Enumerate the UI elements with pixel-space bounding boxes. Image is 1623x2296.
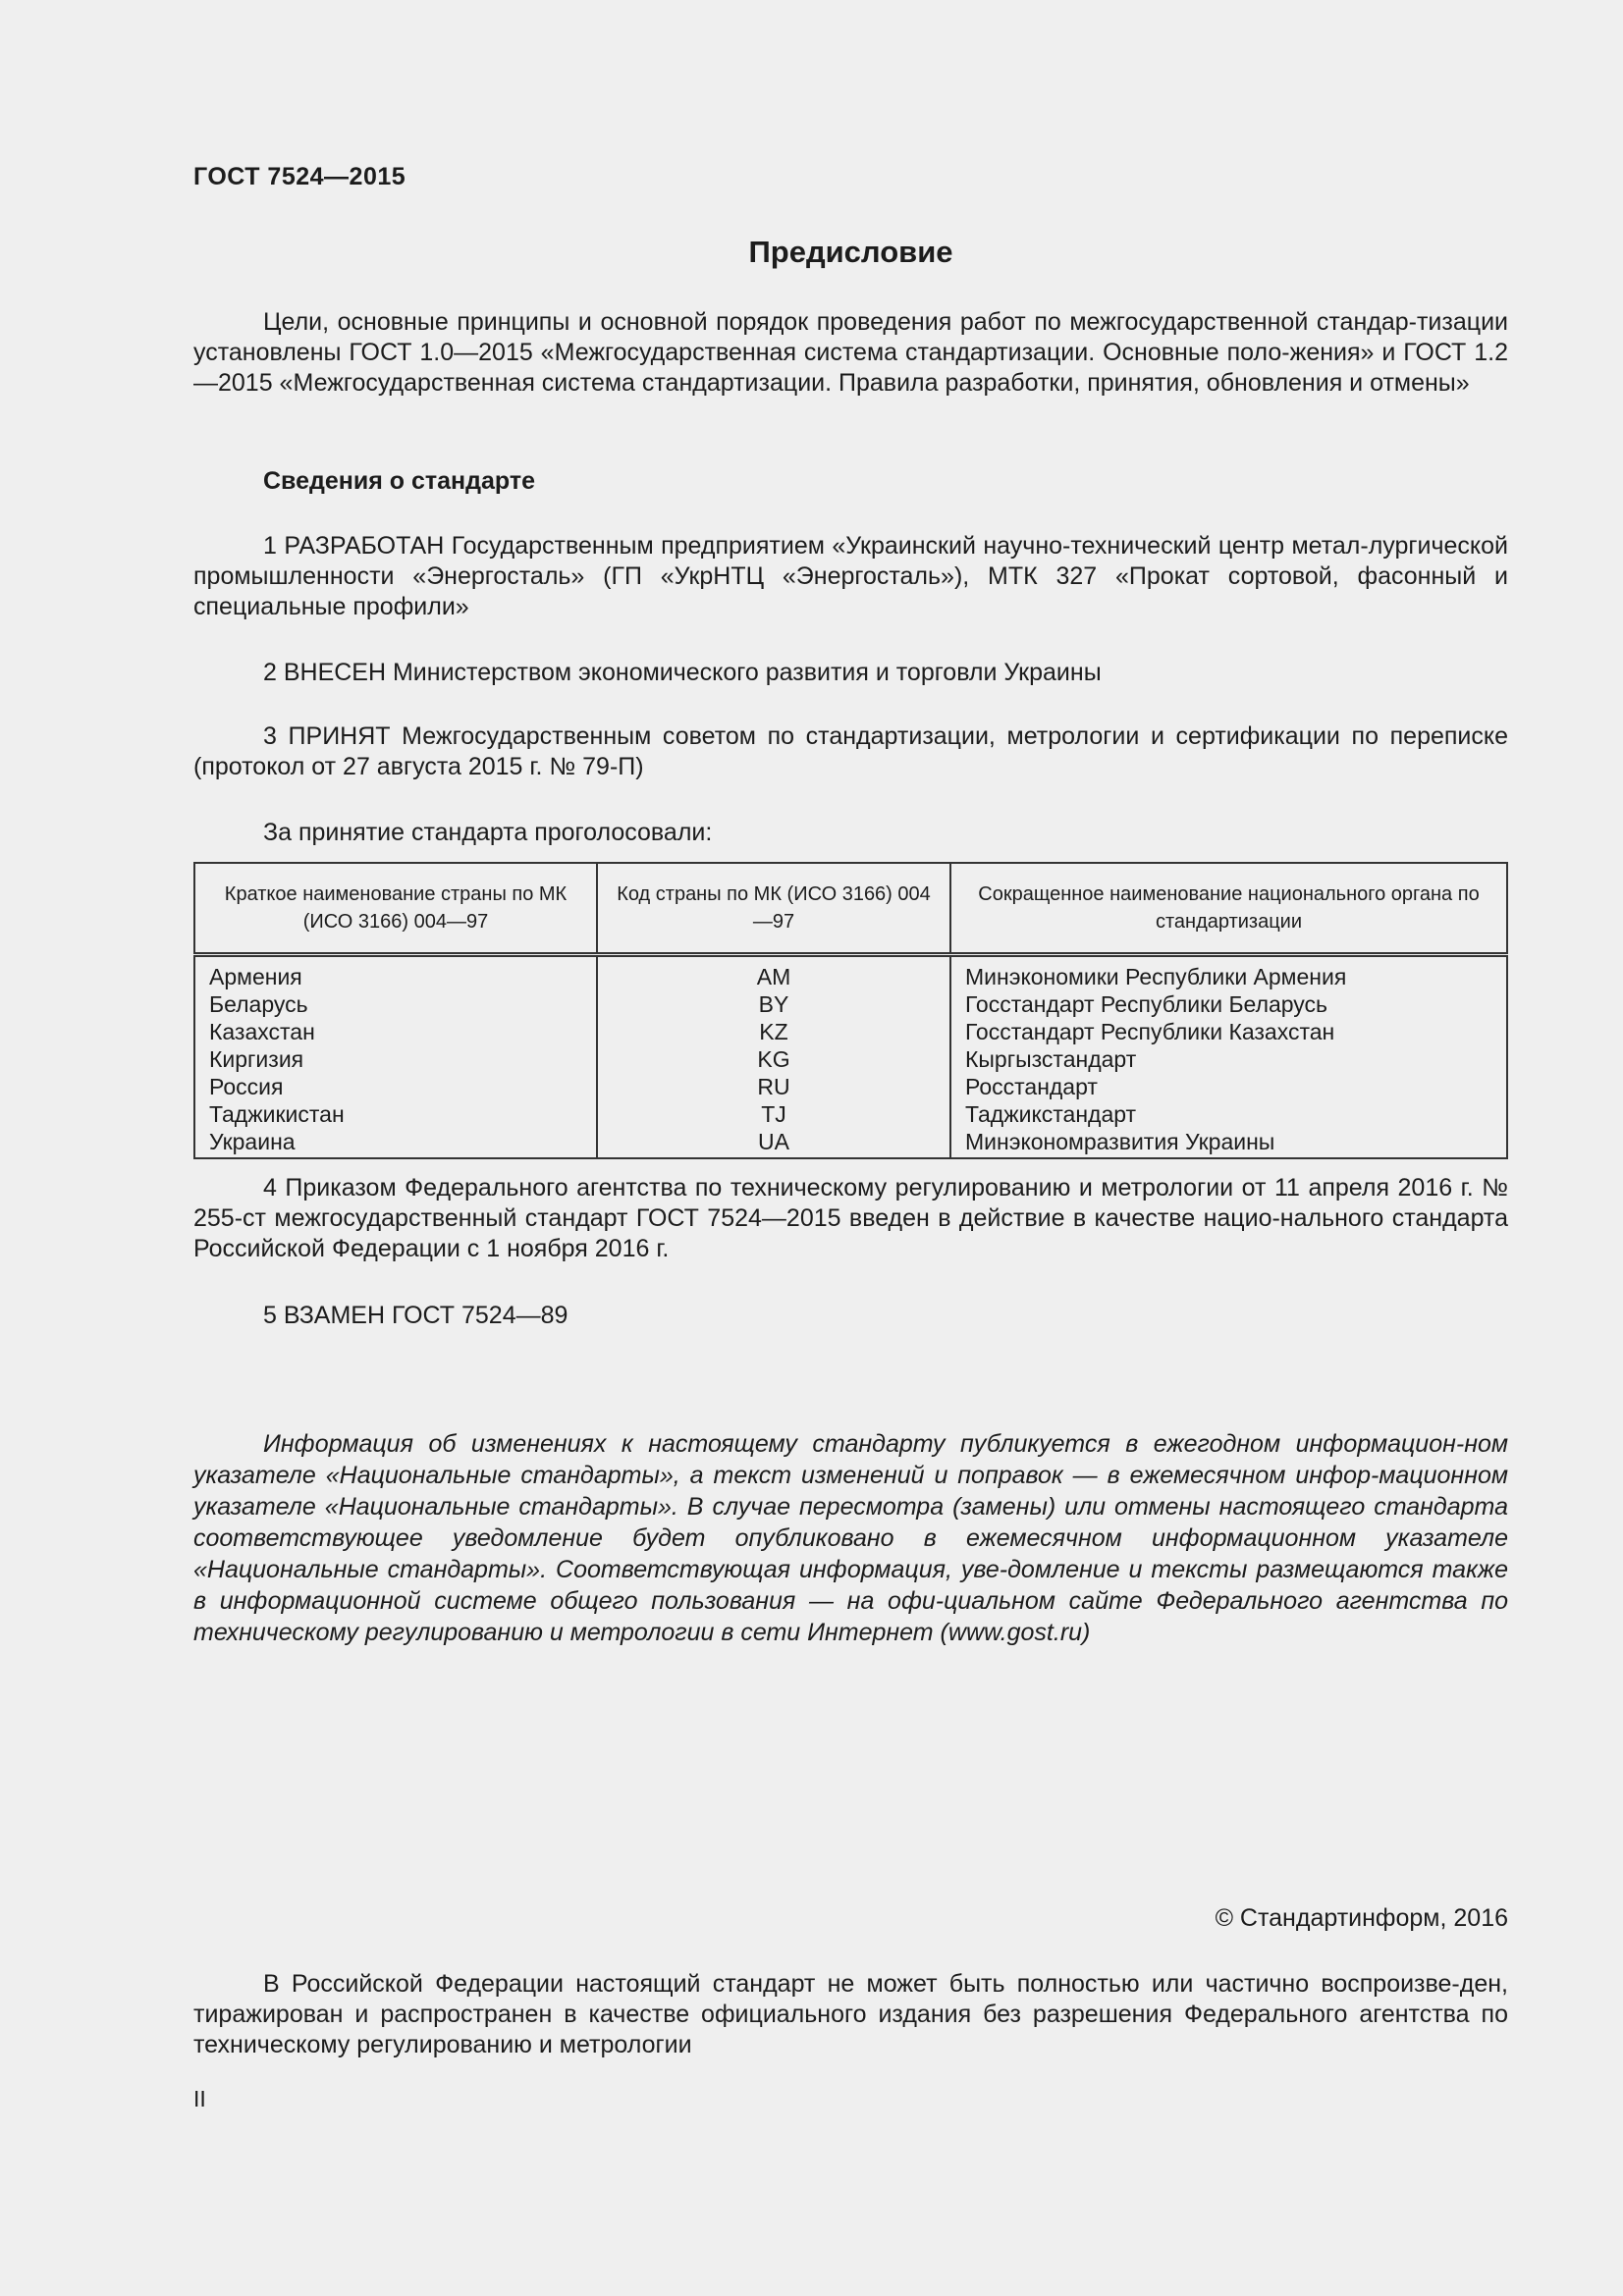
cell-code: RU: [597, 1073, 950, 1100]
cell-code: TJ: [597, 1100, 950, 1128]
table-header-row: [194, 863, 1507, 955]
cell-country: Россия: [194, 1073, 597, 1100]
header-country-code: Код страны по МК (ИСО 3166) 004—97: [597, 863, 950, 955]
table-row: [194, 1045, 1507, 1073]
cell-code: BY: [597, 990, 950, 1018]
cell-country: Беларусь: [194, 990, 597, 1018]
cell-code: UA: [597, 1128, 950, 1158]
header-country-name: Краткое наименование страны по МК (ИСО 3166) 004—97: [194, 863, 597, 955]
cell-body: Таджикстандарт: [950, 1100, 1507, 1128]
cell-country: Таджикистан: [194, 1100, 597, 1128]
cell-code: KG: [597, 1045, 950, 1073]
rights-paragraph: В Российской Федерации настоящий стандарт не может быть полностью или частично воспроизве-ден, тиражирован и распространен в качестве официального издания без разрешения Федерального агентства по техническому регулированию и метрологии: [193, 1970, 1508, 2058]
table-row: [194, 955, 1507, 991]
cell-body: Госстандарт Республики Беларусь: [950, 990, 1507, 1018]
item-2-paragraph: 2 ВНЕСЕН Министерством экономического развития и торговли Украины: [263, 659, 1102, 686]
table-row: [194, 990, 1507, 1018]
table-row: [194, 1128, 1507, 1158]
cell-body: Росстандарт: [950, 1073, 1507, 1100]
item-4-paragraph: 4 Приказом Федерального агентства по техническому регулированию и метрологии от 11 апреля 2016 г. № 255-ст межгосударственный стандарт ГОСТ 7524—2015 введен в действие в качестве нацио-нального стандарта Российской Федерации с 1 ноября 2016 г.: [193, 1174, 1508, 1262]
gost-designation: ГОСТ 7524—2015: [193, 163, 406, 190]
cell-body: Минэкономразвития Украины: [950, 1128, 1507, 1158]
table-row: [194, 1018, 1507, 1045]
cell-country: Армения: [194, 955, 597, 991]
cell-code: AM: [597, 955, 950, 991]
cell-code: KZ: [597, 1018, 950, 1045]
item-5-paragraph: 5 ВЗАМЕН ГОСТ 7524—89: [263, 1302, 568, 1329]
intro-paragraph: Цели, основные принципы и основной порядок проведения работ по межгосударственной стандар-тизации установлены ГОСТ 1.0—2015 «Межгосударственная система стандартизации. Основные поло-жения» и ГОСТ 1.2—2015 «Межгосударственная система стандартизации. Правила разработки, принятия, обновления и отмены»: [193, 308, 1508, 397]
page-number: II: [193, 2086, 206, 2111]
info-notice: Информация об изменениях к настоящему стандарту публикуется в ежегодном информацион-ном указателе «Национальные стандарты», а текст изменений и поправок — в ежемесячном инфор-мационном указателе «Национальные стандарты». В случае пересмотра (замены) или отмены настоящего стандарта соответствующее уведомление будет опубликовано в ежемесячном информационном указателе «Национальные стандарты». Соответствующая информация, уве-домление и тексты размещаются также в информационной системе общего пользования — на офи-циальном сайте Федерального агентства по техническому регулированию и метрологии в сети Интернет (www.gost.ru): [193, 1430, 1508, 1646]
cell-body: Госстандарт Республики Казахстан: [950, 1018, 1507, 1045]
page-title: Предисловие: [748, 235, 953, 269]
cell-country: Киргизия: [194, 1045, 597, 1073]
cell-country: Украина: [194, 1128, 597, 1158]
voting-countries-table: [193, 862, 1508, 1159]
table-row: [194, 1073, 1507, 1100]
header-national-body: Сокращенное наименование национального органа по стандартизации: [950, 863, 1507, 955]
item-1-paragraph: 1 РАЗРАБОТАН Государственным предприятием «Украинский научно-технический центр метал-лургической промышленности «Энергосталь» (ГП «УкрНТЦ «Энергосталь»), МТК 327 «Прокат сортовой, фасонный и специальные профили»: [193, 532, 1508, 620]
table-row: [194, 1100, 1507, 1128]
cell-country: Казахстан: [194, 1018, 597, 1045]
cell-body: Минэкономики Республики Армения: [950, 955, 1507, 991]
voted-label: За принятие стандарта проголосовали:: [263, 819, 713, 846]
cell-body: Кыргызстандарт: [950, 1045, 1507, 1073]
item-3-paragraph: 3 ПРИНЯТ Межгосударственным советом по стандартизации, метрологии и сертификации по переписке (протокол от 27 августа 2015 г. № 79-П): [193, 722, 1508, 780]
section-heading: Сведения о стандарте: [263, 467, 536, 495]
copyright-line: © Стандартинформ, 2016: [1215, 1904, 1508, 1932]
